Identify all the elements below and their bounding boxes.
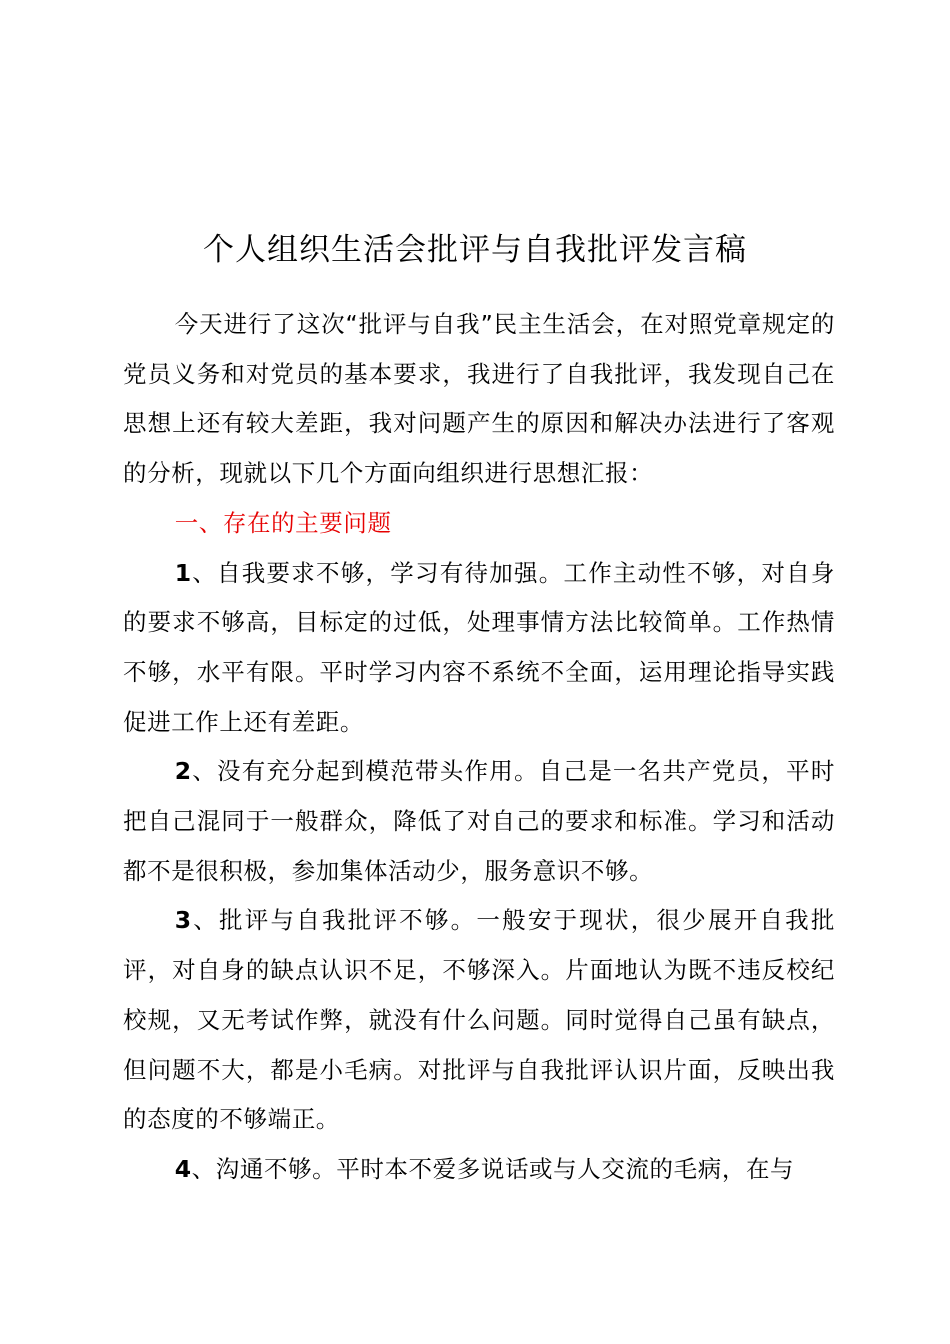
item-text: 、批评与自我批评不够。一般安于现状，很少展开自我批评，对自身的缺点认识不足，不够深入。片面地认为既不违反校纪校规，又无考试作弊，就没有什么问题。同时觉得自己虽有缺点，但问题不大，都是小毛病。对批评与自我批评认识片面，反映出我的态度的不够端正。	[123, 906, 835, 1134]
document-body	[123, 300, 835, 1195]
item-text: 、没有充分起到模范带头作用。自己是一名共产党员，平时把自己混同于一般群众，降低了对自己的要求和标准。学习和活动都不是很积极，参加集体活动少，服务意识不够。	[123, 757, 835, 885]
list-item-3	[123, 896, 835, 1145]
intro-paragraph: 今天进行了这次“批评与自我”民主生活会，在对照党章规定的党员义务和对党员的基本要求，我进行了自我批评，我发现自己在思想上还有较大差距，我对问题产生的原因和解决办法进行了客观的分析，现就以下几个方面向组织进行思想汇报：	[123, 310, 835, 488]
item-text: 、自我要求不够，学习有待加强。工作主动性不够，对自身的要求不够高，目标定的过低，处理事情方法比较简单。工作热情不够，水平有限。平时学习内容不系统不全面，运用理论指导实践促进工作上还有差距。	[123, 558, 835, 736]
section-heading: 一、存在的主要问题	[174, 508, 392, 537]
list-item-4	[123, 1145, 835, 1195]
item-number: 2	[174, 757, 192, 786]
item-number: 4	[174, 1154, 192, 1183]
item-number: 3	[174, 906, 192, 935]
document-title: 个人组织生活会批评与自我批评发言稿	[203, 232, 747, 268]
item-number: 1	[174, 558, 192, 587]
list-item-2	[123, 747, 835, 896]
list-item-1	[123, 549, 835, 748]
item-text: 、沟通不够。平时本不爱多说话或与人交流的毛病，在与	[191, 1154, 795, 1183]
